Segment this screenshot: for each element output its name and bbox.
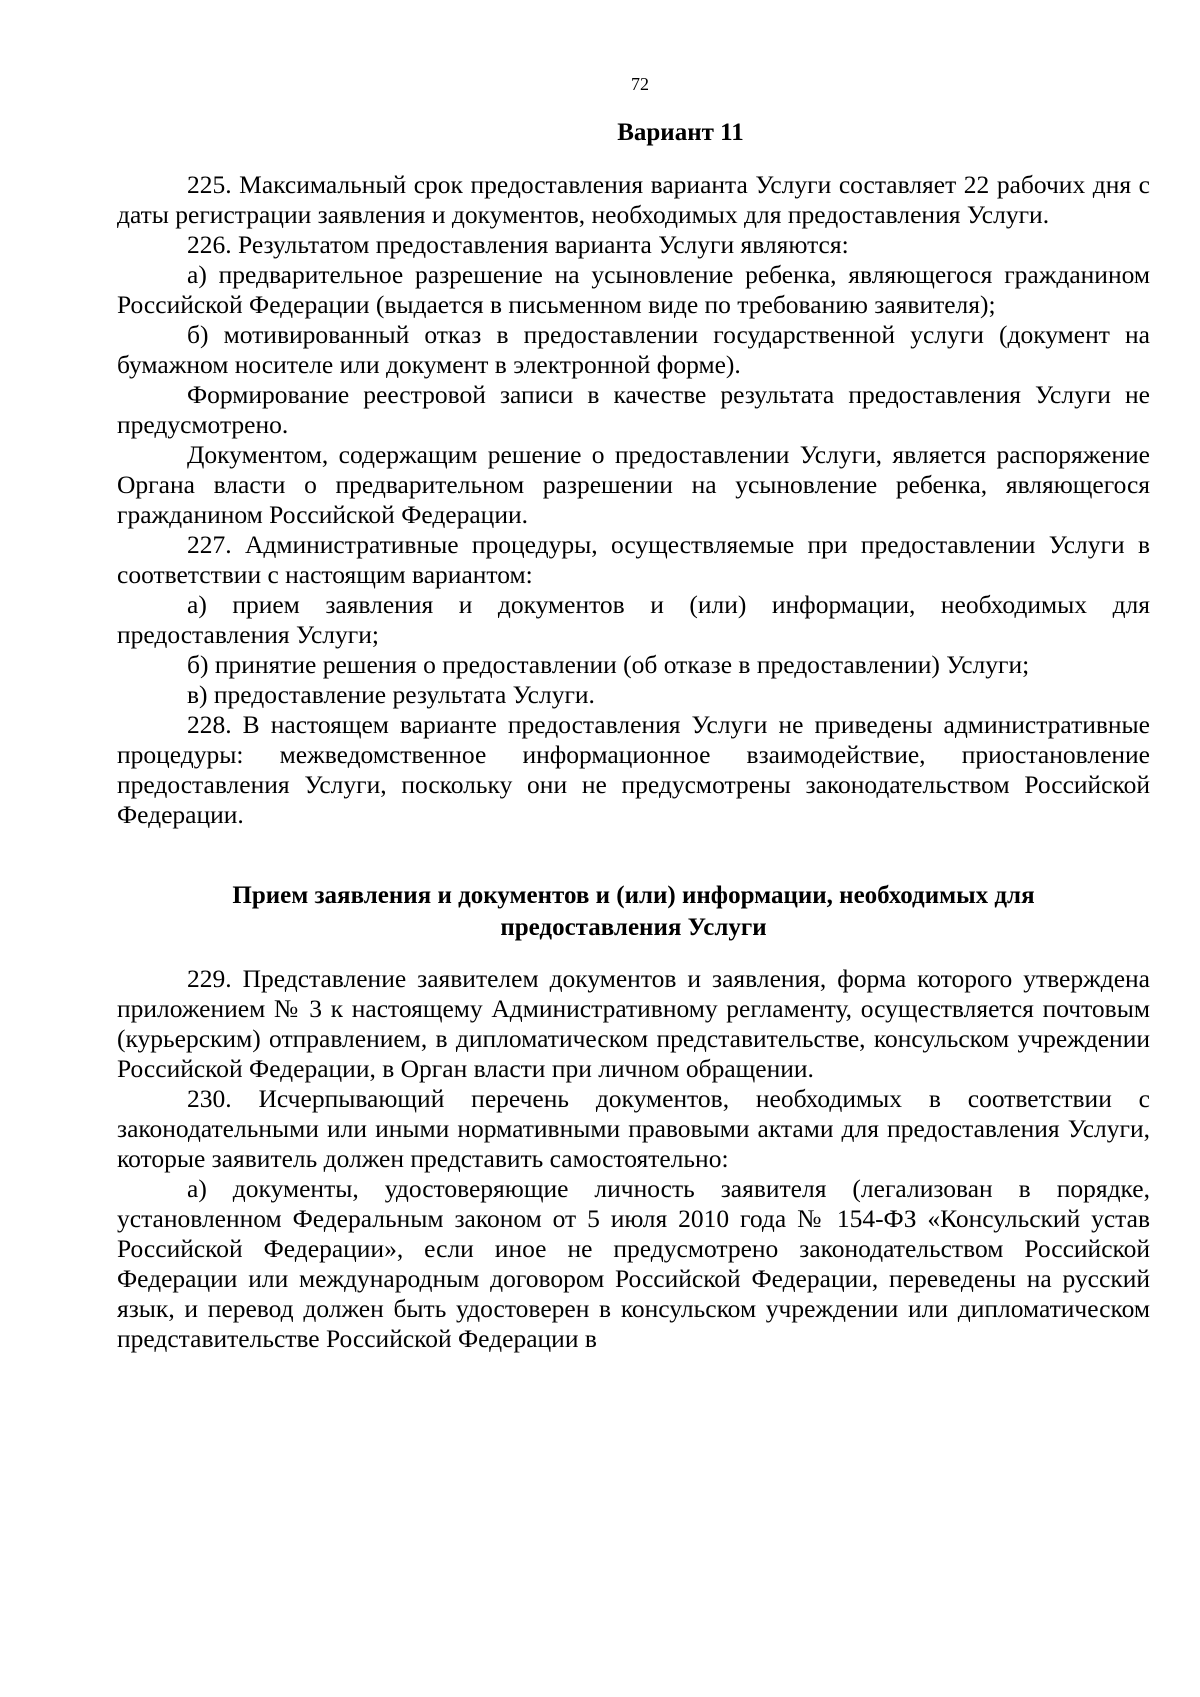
paragraph-225: 225. Максимальный срок предоставления варианта Услуги составляет 22 рабочих дня с даты регистрации заявления и документов, необходимых для предоставления Услуги. bbox=[117, 170, 1150, 229]
paragraph-228: 228. В настоящем варианте предоставления Услуги не приведены административные процедуры: межведомственное информационное взаимодействие, приостановление предоставления Услуги, поскольку они не предусмотрены законодательством Российской Федерации. bbox=[117, 710, 1150, 829]
paragraph-226-b: б) мотивированный отказ в предоставлении государственной услуги (документ на бумажном носителе или документ в электронной форме). bbox=[117, 320, 1150, 379]
paragraph-230-a: а) документы, удостоверяющие личность заявителя (легализован в порядке, установленном Федеральным законом от 5 июля 2010 года № 154-ФЗ «Консульский устав Российской Федерации», если иное не предусмотрено законодательством Российской Федерации или международным договором Российской Федерации, переведены на русский язык, и перевод должен быть удостоверен в консульском учреждении или дипломатическом представительстве Российской Федерации в bbox=[117, 1174, 1150, 1353]
paragraph-227-b: б) принятие решения о предоставлении (об отказе в предоставлении) Услуги; bbox=[187, 650, 1030, 679]
paragraph-229: 229. Представление заявителем документов и заявления, форма которого утверждена приложением № 3 к настоящему Административному регламенту, осуществляется почтовым (курьерским) отправлением, в дипломатическом представительстве, консульском учреждении Российской Федерации, в Орган власти при личном обращении. bbox=[117, 964, 1150, 1083]
paragraph-226-a: а) предварительное разрешение на усыновление ребенка, являющегося гражданином Российской Федерации (выдается в письменном виде по требованию заявителя); bbox=[117, 260, 1150, 319]
page-number: 72 bbox=[631, 74, 649, 94]
paragraph-registry-record: Формирование реестровой записи в качестве результата предоставления Услуги не предусмотрено. bbox=[117, 380, 1150, 439]
section-heading-line-2: предоставления Услуги bbox=[500, 914, 767, 941]
variant-title: Вариант 11 bbox=[617, 119, 744, 146]
paragraph-227-c: в) предоставление результата Услуги. bbox=[187, 680, 595, 709]
paragraph-227-a: а) прием заявления и документов и (или) информации, необходимых для предоставления Услуги; bbox=[117, 590, 1150, 649]
paragraph-226: 226. Результатом предоставления варианта Услуги являются: bbox=[187, 230, 849, 259]
section-heading-line-1: Прием заявления и документов и (или) информации, необходимых для bbox=[232, 882, 1035, 909]
paragraph-decision-document: Документом, содержащим решение о предоставлении Услуги, является распоряжение Органа власти о предварительном разрешении на усыновление ребенка, являющегося гражданином Российской Федерации. bbox=[117, 440, 1150, 529]
document-body bbox=[117, 118, 1150, 1354]
paragraph-230: 230. Исчерпывающий перечень документов, необходимых в соответствии с законодательными или иными нормативными правовыми актами для предоставления Услуги, которые заявитель должен представить самостоятельно: bbox=[117, 1084, 1150, 1173]
section-heading bbox=[117, 880, 1150, 944]
paragraph-227: 227. Административные процедуры, осуществляемые при предоставлении Услуги в соответствии с настоящим вариантом: bbox=[117, 530, 1150, 589]
